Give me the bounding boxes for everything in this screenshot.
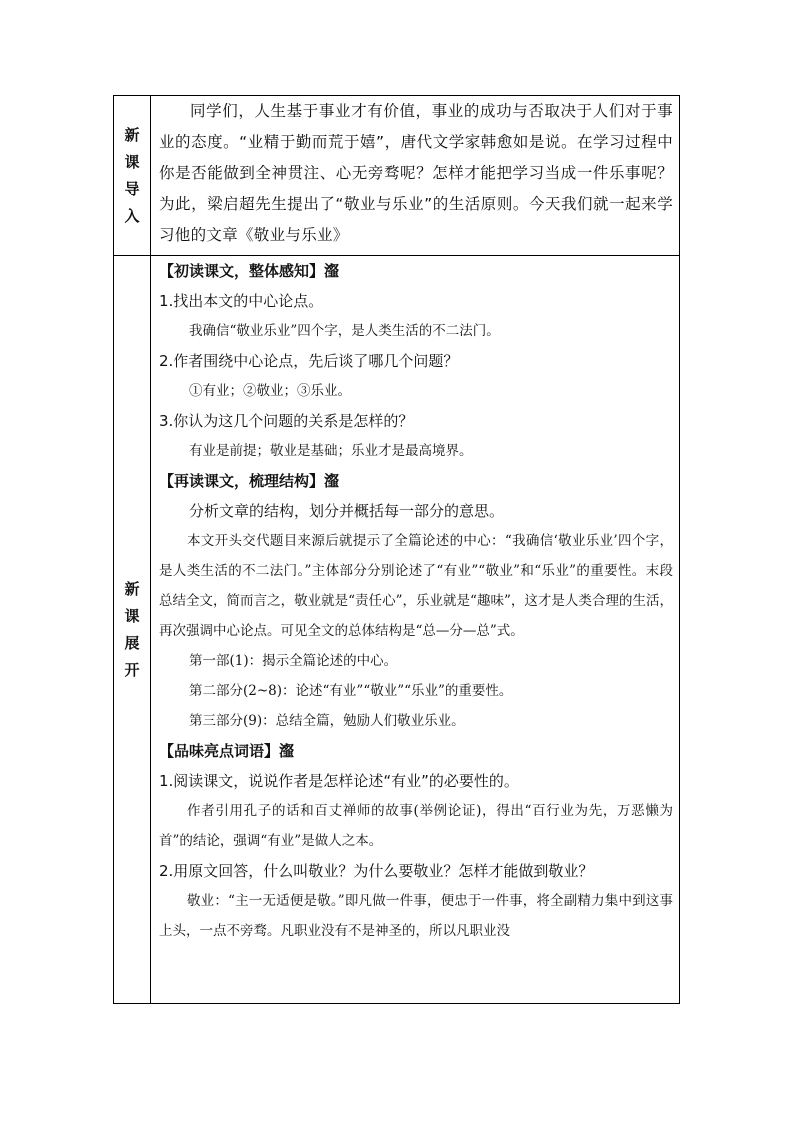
section-mark: 瀣 bbox=[279, 742, 295, 760]
part-summary: 第一部(1)：揭示全篇论述的中心。 bbox=[189, 653, 398, 669]
intro-content bbox=[151, 96, 679, 255]
answer-paragraph: 作者引用孔子的话和百丈禅师的故事(举例论证)，得出“百行业为先，万恶懒为首”的结论，强调“有业”是做人之本。 bbox=[159, 803, 673, 849]
expand-label bbox=[114, 256, 151, 1003]
question: 1.阅读课文，说说作者是怎样论述“有业”的必要性的。 bbox=[159, 772, 519, 790]
question: 3.你认为这几个问题的关系是怎样的？ bbox=[159, 412, 414, 430]
section-heading bbox=[159, 736, 673, 766]
answer: 有业是前提；敬业是基础；乐业才是最高境界。 bbox=[189, 443, 473, 459]
expand-content bbox=[151, 256, 679, 1003]
task-text: 分析文章的结构，划分并概括每一部分的意思。 bbox=[189, 502, 505, 520]
question: 2.作者围绕中心论点，先后谈了哪几个问题？ bbox=[159, 352, 459, 370]
section-title: 【品味亮点词语】 bbox=[159, 742, 280, 760]
part-summary: 第三部分(9)：总结全篇，勉励人们敬业乐业。 bbox=[189, 713, 465, 729]
section-heading bbox=[159, 466, 673, 496]
answer: ①有业；②敬业；③乐业。 bbox=[189, 383, 351, 399]
intro-text: 同学们，人生基于事业才有价值，事业的成功与否取决于人们对于事业的态度。“业精于勤而荒于嬉”，唐代文学家韩愈如是说。在学习过程中你是否能做到全神贯注、心无旁骛呢？怎样才能把学习当成一件乐事呢？为此，梁启超先生提出了“敬业与乐业”的生活原则。今天我们就一起来学习他的文章《敬业与乐业》 bbox=[159, 102, 673, 244]
structure-paragraph: 本文开头交代题目来源后就提示了全篇论述的中心：“我确信‘敬业乐业’四个字，是人类生活的不二法门。”主体部分分别论述了“有业”“敬业”和“乐业”的重要性。末段总结全文，简而言之，敬业就是“责任心”，乐业就是“趣味”，这才是人类合理的生活，再次强调中心论点。可见全文的总体结构是“总—分—总”式。 bbox=[159, 533, 673, 639]
expand-label-char: 开 bbox=[124, 660, 140, 679]
section-heading bbox=[159, 256, 673, 286]
lesson-table bbox=[113, 95, 680, 1004]
section-mark: 瀣 bbox=[324, 472, 340, 490]
answer: 我确信“敬业乐业”四个字，是人类生活的不二法门。 bbox=[189, 323, 500, 339]
intro-label-char: 新 bbox=[124, 125, 140, 144]
section-title: 【再读课文，梳理结构】 bbox=[159, 472, 325, 490]
question: 2.用原文回答，什么叫敬业？为什么要敬业？怎样才能做到敬业？ bbox=[159, 862, 594, 880]
intro-label-char: 入 bbox=[124, 206, 140, 225]
section-mark: 瀣 bbox=[324, 262, 340, 280]
section-title: 【初读课文，整体感知】 bbox=[159, 262, 325, 280]
expand-label-char: 展 bbox=[124, 633, 140, 652]
intro-row bbox=[114, 96, 679, 256]
part-summary: 第二部分(2~8)：论述“有业”“敬业”“乐业”的重要性。 bbox=[189, 683, 513, 699]
answer-paragraph: 敬业：“主一无适便是敬。”即凡做一件事，便忠于一件事，将全副精力集中到这事上头，一点不旁骛。凡职业没有不是神圣的，所以凡职业没 bbox=[159, 893, 673, 939]
intro-label-char: 导 bbox=[124, 179, 140, 198]
expand-label-char: 课 bbox=[124, 606, 140, 625]
expand-label-char: 新 bbox=[124, 579, 140, 598]
intro-label-char: 课 bbox=[124, 152, 140, 171]
intro-label bbox=[114, 96, 151, 255]
expand-row bbox=[114, 256, 679, 1003]
question: 1.找出本文的中心论点。 bbox=[159, 292, 324, 310]
